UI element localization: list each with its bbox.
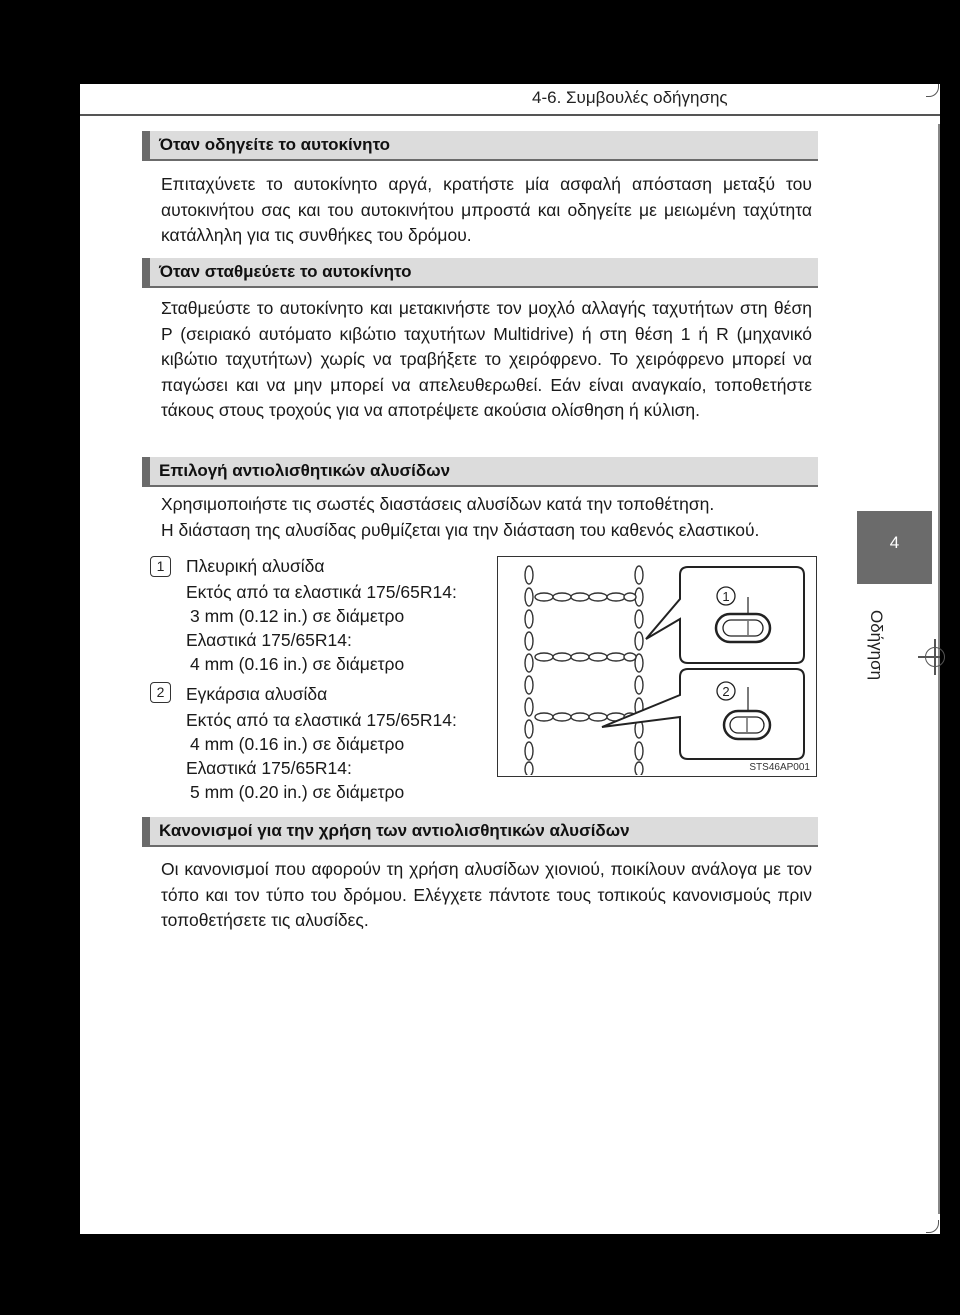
callout-2-number: 2 xyxy=(722,684,730,699)
item-1-name: Πλευρική αλυσίδα xyxy=(186,556,325,576)
registration-mark-h xyxy=(918,656,940,658)
chain-selection-line-2: Η διάσταση της αλυσίδας ρυθμίζεται για την διάσταση του καθενός ελαστικού. xyxy=(161,520,760,540)
item-1-spec2-value: 4 mm (0.16 in.) σε διάμετρο xyxy=(190,654,405,674)
chapter-label-text: Οδήγηση xyxy=(867,609,886,681)
registration-mark-v xyxy=(934,639,936,675)
section-heading-text: Επιλογή αντιολισθητικών αλυσίδων xyxy=(159,461,451,480)
paragraph-parking: Σταθμεύστε το αυτοκίνητο και μετακινήστε τον μοχλό αλλαγής ταχυτήτων στη θέση P (σειριακό αυτόματο κιβώτιο ταχυτήτων Multidrive) ή στη θέση 1 ή R (μηχανικό κιβώτιο ταχυτήτων) χωρίς να τραβήξετε το χειρόφρενο. Το χειρόφρενο μπορεί να παγώσει και να μην μπορεί να απελευθερωθεί. Εάν είναι αναγκαίο, τοποθετήστε τάκους στους τροχούς για να αποτρέψετε ακούσια ολίσθηση ή κύλιση. xyxy=(161,298,812,420)
header-rule xyxy=(80,114,940,116)
paragraph-chain-regulations: Οι κανονισμοί που αφορούν τη χρήση αλυσίδων χιονιού, ποικίλουν ανάλογα με τον τόπο και τον τύπο του δρόμου. Ελέγχετε πάντοτε τους τοπικούς κανονισμούς πριν τοποθετήσετε τις αλυσίδες. xyxy=(161,859,812,930)
section-heading-chain-selection xyxy=(142,457,818,487)
item-1-spec1-label: Εκτός από τα ελαστικά 175/65R14: xyxy=(186,582,457,602)
item-number-2: 2 xyxy=(150,682,171,703)
section-heading-text: Όταν σταθμεύετε το αυτοκίνητο xyxy=(159,262,412,281)
item-2-spec2-value: 5 mm (0.20 in.) σε διάμετρο xyxy=(190,782,405,802)
paragraph-driving: Επιταχύνετε το αυτοκίνητο αργά, κρατήστε μία ασφαλή απόσταση μεταξύ του αυτοκινήτου σας και του αυτοκινήτου μπροστά και οδηγείτε με μειωμένη ταχύτητα κατάλληλη για τις συνθήκες του δρόμου. xyxy=(161,174,812,245)
section-heading-chain-regulations xyxy=(142,817,818,847)
item-2-name: Εγκάρσια αλυσίδα xyxy=(186,684,328,704)
chain-diagram xyxy=(498,557,815,775)
callout-1-number: 1 xyxy=(722,589,730,604)
item-2-spec2-label: Ελαστικά 175/65R14: xyxy=(186,758,352,778)
page-edge-line xyxy=(938,124,940,1214)
item-2-spec1-label: Εκτός από τα ελαστικά 175/65R14: xyxy=(186,710,457,730)
section-heading-parking xyxy=(142,258,818,288)
section-heading-text: Κανονισμοί για την χρήση των αντιολισθητικών αλυσίδων xyxy=(159,821,630,840)
snow-chain-illustration xyxy=(497,556,817,777)
section-heading-driving xyxy=(142,131,818,161)
section-heading-text: Όταν οδηγείτε το αυτοκίνητο xyxy=(159,135,391,154)
callout-box-2 xyxy=(602,669,804,759)
item-2-spec1-value: 4 mm (0.16 in.) σε διάμετρο xyxy=(190,734,405,754)
chapter-label xyxy=(856,600,896,690)
item-1-spec2-label: Ελαστικά 175/65R14: xyxy=(186,630,352,650)
chain-selection-line-1: Χρησιμοποιήστε τις σωστές διαστάσεις αλυσίδων κατά την τοποθέτηση. xyxy=(161,494,715,514)
header-section-title: 4-6. Συμβουλές οδήγησης xyxy=(532,88,728,107)
crop-mark-top-right xyxy=(926,84,939,97)
item-number-1: 1 xyxy=(150,556,171,577)
chapter-number: 4 xyxy=(889,533,900,552)
figure-code: STS46AP001 xyxy=(749,762,810,773)
cross-chain-2 xyxy=(535,653,636,661)
item-1-spec1-value: 3 mm (0.12 in.) σε διάμετρο xyxy=(190,606,405,626)
chapter-tab[interactable] xyxy=(857,511,932,584)
side-chain-left xyxy=(525,566,533,775)
crop-mark-bottom-right xyxy=(926,1220,939,1233)
cross-chain-1 xyxy=(535,593,636,601)
